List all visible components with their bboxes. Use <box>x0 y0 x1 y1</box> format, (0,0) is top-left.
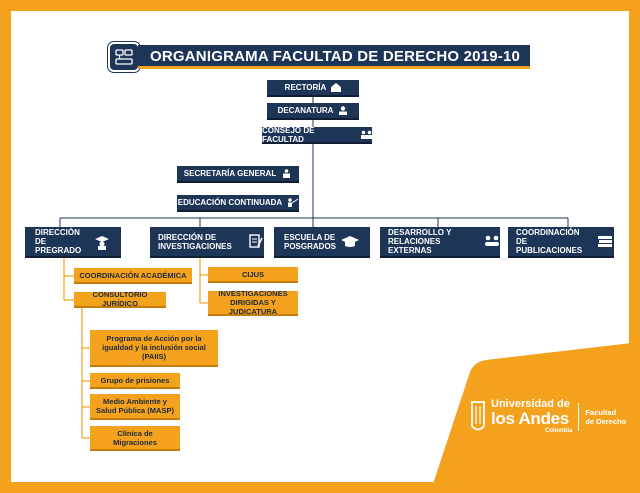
box-label: DESARROLLO Y RELACIONES EXTERNAS <box>388 228 452 255</box>
box-decanatura <box>267 103 359 120</box>
box-label: DIRECCIÓN DE PREGRADO <box>35 228 82 255</box>
unit-investigaciones-dirigidas: INVESTIGACIONES DIRIGIDAS Y JUDICATURA <box>208 291 298 316</box>
box-desarrollo <box>380 227 500 258</box>
page-title: ORGANIGRAMA FACULTAD DE DERECHO 2019-10 <box>138 45 530 69</box>
logo-divider <box>578 403 579 431</box>
logo-line2: los Andes <box>491 409 569 428</box>
box-rectoria <box>267 80 359 97</box>
unit-paiis: Programa de Acción por la igualdad y la inclusión social (PAIIS) <box>90 330 218 367</box>
group-icon <box>281 169 292 178</box>
box-secretaria <box>177 166 299 183</box>
logo-right2: de Derecho <box>585 417 627 426</box>
handshake-icon <box>484 235 500 249</box>
user-desk-icon <box>338 106 348 115</box>
logo-right-text <box>585 408 626 426</box>
logo-line3: Colombia <box>545 428 573 434</box>
org-chart-icon <box>108 42 140 72</box>
books-icon <box>597 235 613 248</box>
box-publicaciones <box>508 227 614 258</box>
unit-consultorio-juridico: CONSULTORIO JURÍDICO <box>74 292 166 308</box>
teacher-icon <box>287 198 298 207</box>
box-label: RECTORÍA <box>284 83 327 92</box>
unit-grupo-prisiones: Grupo de prisiones <box>90 373 180 389</box>
box-label: EDUCACIÓN CONTINUADA <box>177 198 283 207</box>
mortarboard-icon <box>341 235 359 248</box>
logo-right1: Facultad <box>585 408 617 417</box>
meeting-icon <box>361 130 372 139</box>
unit-masp: Medio Ambiente y Salud Pública (MASP) <box>90 394 180 420</box>
box-label: COORDINACIÓN DE PUBLICACIONES <box>516 228 583 255</box>
university-logo <box>470 396 630 438</box>
box-label: ESCUELA DE POSGRADOS <box>284 232 337 251</box>
document-pen-icon <box>249 234 263 249</box>
unit-cijus: CIJUS <box>208 267 298 283</box>
university-shield-icon <box>470 400 486 434</box>
box-educacion <box>177 195 299 212</box>
box-label: CONSEJO DE FACULTAD <box>262 125 315 144</box>
unit-clinica-migraciones: Clínica de Migraciones <box>90 426 180 451</box>
graduate-icon <box>94 234 110 250</box>
logo-left-text <box>491 399 572 435</box>
title-banner <box>108 42 532 72</box>
box-consejo <box>262 127 372 144</box>
box-label: SECRETARÍA GENERAL <box>183 169 277 178</box>
building-icon <box>331 83 341 92</box>
box-label: DIRECCIÓN DE INVESTIGACIONES <box>158 232 232 251</box>
logo-line1: Universidad de <box>491 398 570 410</box>
box-pregrado <box>25 227 121 258</box>
box-posgrados <box>274 227 370 258</box>
box-label: DECANATURA <box>277 106 334 115</box>
unit-coordinacion-academica: COORDINACIÓN ACADÉMICA <box>74 268 192 284</box>
box-investigaciones <box>150 227 264 258</box>
